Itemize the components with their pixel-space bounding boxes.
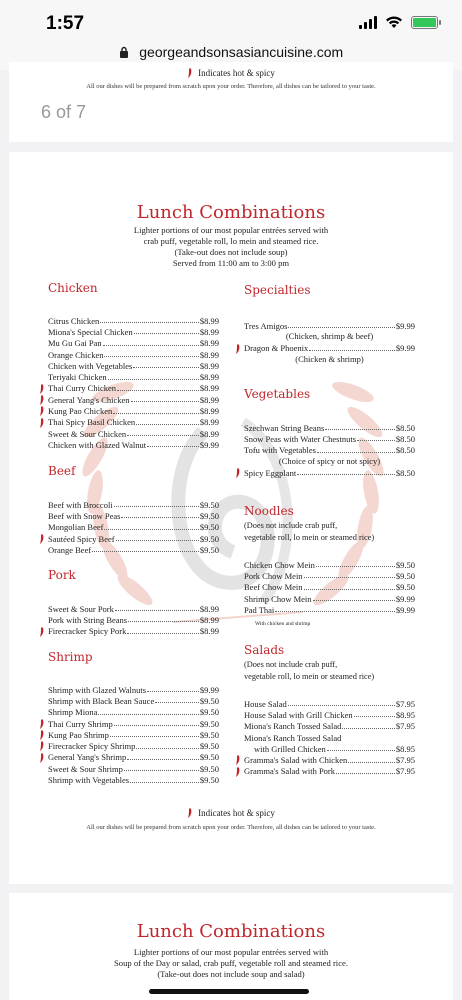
menu-item [48,499,219,510]
section-title-salads: Salads [244,643,285,657]
menu-item-name: Mongolian Beef [48,522,104,533]
noodles-note [244,521,415,545]
menu-item-price: $9.99 [395,343,415,354]
menu-item-continued [244,743,415,754]
chili-icon [39,719,45,729]
menu-item [48,684,219,695]
menu-item-name: Pad Thai [244,604,275,615]
menu-item-name: Mu Gu Gai Pan [48,338,102,349]
menu-item-name: Shrimp Miona [48,707,98,718]
dot-leader [316,566,395,567]
dot-leader [147,446,199,447]
menu-item [48,707,219,718]
menu-item-price: $8.50 [395,422,415,433]
preparation-notice: All our dishes will be prepared from scratch upon your order. Therefore, all dishes can be tailored to your taste. [86,824,376,831]
menu-item-price: $9.50 [199,729,219,740]
menu-item-name: Gramma's Salad with Chicken [244,755,348,766]
menu-item-name: Sweet & Sour Pork [48,603,114,614]
intro-line: (Take-out does not include soup and salad) [157,969,305,979]
url-text: georgeandsonsasiancuisine.com [139,44,344,60]
menu-title: Lunch Combinations [136,921,326,942]
menu-item [48,360,219,371]
menu-item-name: General Yang's Chicken [48,394,130,405]
menu-item [244,604,415,615]
menu-item-price: $9.50 [199,752,219,763]
dot-leader [304,589,395,590]
menu-item-name: Beef with Snow Peas [48,510,121,521]
dot-leader [304,577,395,578]
menu-item-name: Citrus Chicken [48,315,100,326]
menu-item-name: Chicken with Glazed Walnut [48,439,147,450]
menu-item-price: $7.95 [395,721,415,732]
menu-item-price: $9.50 [199,718,219,729]
dot-leader [117,390,199,391]
chili-icon [187,808,193,818]
lock-icon [119,45,129,63]
menu-item-price: $8.99 [199,406,219,417]
menu-item-price: $8.99 [199,383,219,394]
chili-icon [39,534,45,544]
intro-line: Lighter portions of our most popular entrées served with [133,947,329,957]
dot-leader [131,401,199,402]
menu-item-name: Miona's Ranch Tossed Salad [244,732,342,743]
menu-item-name: Thai Curry Shrimp [48,718,113,729]
menu-item [48,510,219,521]
menu-item [244,422,415,433]
section-title-specialties: Specialties [244,283,311,297]
menu-item-name: Teriyaki Chicken [48,372,107,383]
section-title-chicken: Chicken [48,281,98,295]
menu-intro [9,947,453,980]
menu-item-price: $7.95 [395,698,415,709]
menu-item-name: House Salad with Grill Chicken [244,709,353,720]
dot-leader [127,435,199,436]
menu-item-price: $9.50 [395,570,415,581]
dot-leader [110,736,199,737]
chili-icon [39,395,45,405]
menu-item [48,544,219,555]
menu-intro [9,225,453,269]
menu-item-price: $9.50 [199,695,219,706]
menu-item-price: $8.99 [199,349,219,360]
menu-item [244,320,415,331]
menu-item-name: Miona's Special Chicken [48,326,133,337]
menu-item-name: Shrimp Chow Mein [244,593,312,604]
menu-item-description: (Choice of spicy or not spicy) [278,455,381,466]
dot-leader [327,750,395,751]
shrimp-list [48,684,219,786]
menu-item-name: Chicken Chow Mein [244,559,315,570]
menu-item-name: Gramma's Salad with Pork [244,766,336,777]
spicy-legend-text: Indicates hot & spicy [198,808,275,818]
menu-item [48,774,219,785]
menu-item [48,718,219,729]
menu-item-name: Tofu with Vegetables [244,445,316,456]
dot-leader [113,413,199,414]
dot-leader [100,322,199,323]
noodles-note-line: (Does not include crab puff, [244,521,338,530]
menu-item-name: Thai Spicy Basil Chicken [48,417,136,428]
menu-item-price: $8.99 [199,315,219,326]
chili-icon [235,755,241,765]
menu-item-price: $8.99 [199,394,219,405]
dot-leader [354,716,395,717]
chili-icon [39,730,45,740]
menu-item-price: $9.50 [395,559,415,570]
menu-item [48,763,219,774]
vegetables-list [244,422,415,478]
menu-item [244,467,415,478]
menu-item [48,740,219,751]
cellular-signal-icon [359,16,377,29]
menu-item [48,417,219,428]
dot-leader [357,440,395,441]
menu-item [48,752,219,763]
menu-title: Lunch Combinations [136,202,326,223]
menu-item-price: $7.95 [395,766,415,777]
dot-leader [92,551,199,552]
menu-item [48,729,219,740]
menu-item-name: Kung Pao Shrimp [48,729,109,740]
intro-line: Served from 11:00 am to 3:00 pm [172,258,290,268]
intro-line: (Take-out does not include soup) [174,247,288,257]
menu-item [48,533,219,544]
menu-item [244,721,415,732]
dot-leader [336,773,395,774]
dot-leader [288,327,394,328]
menu-item-price: $9.99 [395,320,415,331]
dot-leader [275,611,395,612]
salads-list [244,698,415,777]
dot-leader [103,345,199,346]
menu-item [244,559,415,570]
menu-item [48,614,219,625]
pork-list [48,603,219,637]
pad-thai-note: With chicken and shrimp [255,621,311,627]
dot-leader [155,702,199,703]
menu-item-price: $9.50 [199,544,219,555]
menu-item-price: $8.50 [395,433,415,444]
spicy-legend [9,808,453,818]
battery-icon [411,16,438,29]
menu-item-price: $9.50 [199,510,219,521]
menu-item [244,445,415,456]
menu-item-price: $9.50 [199,741,219,752]
salads-note-line: vegetable roll, lo mein or steamed rice) [244,672,375,681]
menu-item-price: $9.99 [199,439,219,450]
home-indicator[interactable] [149,989,309,994]
chili-icon [39,384,45,394]
menu-item-name: Orange Beef [48,544,92,555]
menu-item-name: Orange Chicken [48,349,104,360]
menu-item [48,405,219,416]
menu-item [48,349,219,360]
menu-item [48,383,219,394]
section-title-vegetables: Vegetables [244,387,311,401]
menu-item-name: Sweet & Sour Shrimp [48,763,123,774]
intro-line: crab puff, vegetable roll, lo mein and steamed rice. [143,236,319,246]
menu-item-name: Spicy Eggplant [244,467,297,478]
menu-item-name: Snow Peas with Water Chestnuts [244,433,357,444]
menu-item-price: $9.50 [199,707,219,718]
section-title-beef: Beef [48,464,76,478]
menu-item-price: $8.99 [199,603,219,614]
dot-leader [147,691,199,692]
menu-item [48,439,219,450]
dot-leader [115,610,199,611]
menu-item-name: Pork with String Beans [48,614,128,625]
section-title-pork: Pork [48,568,76,582]
menu-item-name: Shrimp with Glazed Walnuts [48,684,147,695]
menu-item [244,433,415,444]
dot-leader [136,424,199,425]
menu-item-price: $8.99 [199,614,219,625]
menu-item-price: $8.50 [395,445,415,456]
menu-item-name: Beef Chow Mein [244,582,303,593]
dot-leader [317,452,395,453]
chili-icon [39,406,45,416]
menu-item-price: $8.99 [199,417,219,428]
dot-leader [121,517,198,518]
dot-leader [114,506,199,507]
noodles-list [244,559,415,615]
menu-item-price: $9.50 [199,499,219,510]
dot-leader [325,429,395,430]
menu-item-name: Miona's Ranch Tossed Salad [244,721,342,732]
dot-leader [128,621,199,622]
section-title-shrimp: Shrimp [48,650,93,664]
chili-icon [235,468,241,478]
menu-item-price: $9.50 [395,582,415,593]
menu-item [48,394,219,405]
status-bar [0,0,462,44]
dot-leader [134,333,199,334]
menu-item-price: $8.99 [199,428,219,439]
menu-item-name-line2: with Grilled Chicken [254,743,326,754]
dot-leader [130,782,199,783]
dot-leader [136,748,199,749]
intro-line: Lighter portions of our most popular entrées served with [133,225,329,235]
dot-leader [127,759,199,760]
dot-leader [313,600,395,601]
menu-item [244,593,415,604]
menu-item-price: $8.99 [199,338,219,349]
menu-item-price: $8.95 [395,709,415,720]
spicy-legend-text: Indicates hot & spicy [198,68,275,78]
chili-icon [39,741,45,751]
dot-leader [309,350,395,351]
menu-item-price: $7.95 [395,755,415,766]
preparation-notice: All our dishes will be prepared from scratch upon your order. Therefore, all dishes can be tailored to your taste. [86,83,376,90]
dot-leader [288,705,395,706]
clock: 1:57 [46,13,85,34]
dot-leader [104,356,198,357]
menu-item-price: $8.99 [199,326,219,337]
menu-item-name: Kung Pao Chicken [48,406,113,417]
menu-item-price: $9.50 [199,775,219,786]
menu-item-name: House Salad [244,698,287,709]
chicken-list [48,315,219,451]
dot-leader [116,540,199,541]
salads-note [244,660,419,684]
status-icons [359,15,438,29]
chili-icon [39,753,45,763]
menu-item-name: Thai Curry Chicken [48,383,116,394]
menu-page-card-previous [9,62,453,142]
dot-leader [348,762,395,763]
chili-icon [235,767,241,777]
menu-item-name: Sautéed Spicy Beef [48,533,115,544]
menu-item-name: Szechwan String Beans [244,422,325,433]
salads-note-line: (Does not include crab puff, [244,660,338,669]
menu-item-name: Dragon & Phoenix [244,343,309,354]
menu-item [48,428,219,439]
menu-item-price: $9.99 [199,684,219,695]
menu-item-price: $9.50 [199,522,219,533]
menu-item [48,315,219,326]
menu-item-name: General Yang's Shrimp [48,752,127,763]
intro-line: Soup of the Day or salad, crab puff, vegetable roll and steamed rice. [114,958,348,968]
menu-item-name: Beef with Broccoli [48,499,113,510]
menu-item-price: $9.50 [199,533,219,544]
menu-item-description: (Chicken, shrimp & beef) [285,331,374,342]
beef-list [48,499,219,555]
menu-item-price: $9.99 [395,593,415,604]
menu-item [244,698,415,709]
menu-item [244,766,415,777]
chili-icon [187,68,193,78]
dot-leader [127,633,199,634]
menu-item [244,732,415,743]
page-indicator: 6 of 7 [41,102,87,122]
noodles-note-line: vegetable roll, lo mein or steamed rice) [244,533,375,542]
menu-item [244,709,415,720]
menu-item-name: Pork Chow Mein [244,570,303,581]
menu-item [244,754,415,765]
menu-item-price: $8.50 [395,467,415,478]
spicy-legend [9,68,453,78]
menu-item [244,582,415,593]
menu-item [48,603,219,614]
menu-page-card [9,152,453,884]
menu-item-name: Sweet & Sour Chicken [48,428,127,439]
menu-item [48,326,219,337]
dot-leader [342,728,395,729]
menu-item-name: Firecracker Spicy Shrimp [48,741,136,752]
menu-item-price: $8.99 [199,372,219,383]
dot-leader [98,714,199,715]
section-title-noodles: Noodles [244,504,294,518]
dot-leader [133,367,199,368]
dot-leader [297,474,395,475]
menu-item [48,338,219,349]
menu-item [244,570,415,581]
menu-page-card-next [9,893,453,1000]
menu-item-price: $9.50 [199,763,219,774]
menu-item-price: $8.99 [199,626,219,637]
menu-item [48,695,219,706]
specialties-list [244,320,415,365]
menu-item-name: Chicken with Vegetables [48,360,133,371]
menu-item-name: Tres Amigos [244,320,288,331]
menu-item-name: Firecracker Spicy Pork [48,626,127,637]
menu-item-description: (Chicken & shrimp) [295,353,364,364]
chili-icon [235,344,241,354]
wifi-icon [385,15,403,29]
menu-item [48,522,219,533]
dot-leader [108,379,199,380]
menu-item-price: $9.99 [395,604,415,615]
menu-item-price: $8.99 [199,360,219,371]
chili-icon [39,627,45,637]
menu-item [48,371,219,382]
dot-leader [124,770,199,771]
chili-icon [39,418,45,428]
menu-item-name: Shrimp with Vegetables [48,775,130,786]
dot-leader [114,725,199,726]
menu-item-price: $8.95 [395,743,415,754]
menu-item-name: Shrimp with Black Bean Sauce [48,695,155,706]
menu-item [48,626,219,637]
menu-item [244,343,415,354]
dot-leader [104,529,198,530]
